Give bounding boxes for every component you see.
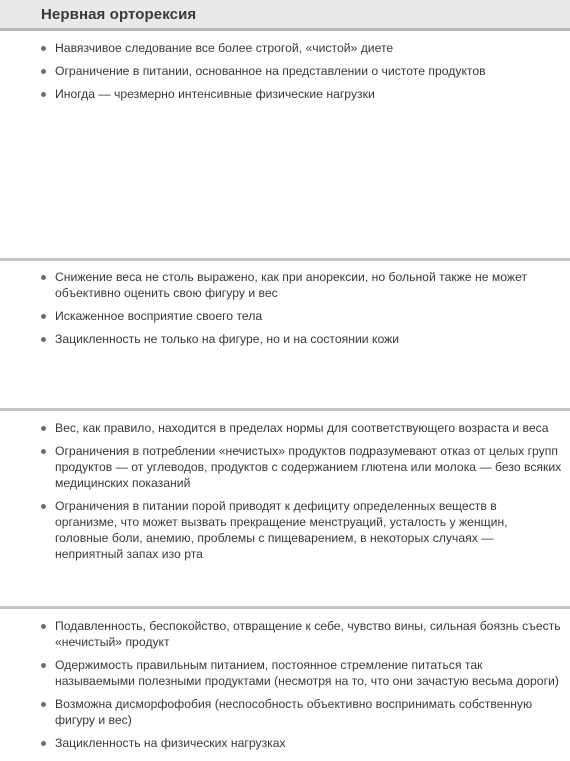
section-2 (0, 269, 570, 354)
list-item-text: Ограничения в потреблении «нечистых» продуктов подразумевают отказ от целых групп продуктов — от углеводов, продуктов с содержанием глютена или молока — безо всяких медицинских показаний (55, 444, 562, 490)
bullet-list (0, 420, 570, 562)
list-item-text: Искаженное восприятие своего тела (55, 309, 263, 323)
page-title: Нервная орторексия (41, 6, 197, 23)
list-item-text: Зацикленность на физических нагрузках (55, 736, 286, 750)
list-item (0, 443, 570, 491)
bullet-list (0, 269, 570, 347)
bullet-icon (41, 449, 46, 454)
bullet-icon (41, 46, 46, 51)
bullet-icon (41, 504, 46, 509)
list-item (0, 331, 570, 347)
list-item (0, 86, 570, 102)
list-item-text: Зацикленность не только на фигуре, но и на состоянии кожи (55, 332, 400, 346)
list-item-text: Навязчивое следование все более строгой, «чистой» диете (55, 41, 394, 55)
bullet-icon (41, 92, 46, 97)
bullet-icon (41, 426, 46, 431)
list-item (0, 420, 570, 436)
list-item (0, 696, 570, 728)
bullet-icon (41, 741, 46, 746)
list-item-text: Ограничения в питании порой приводят к дефициту определенных веществ в организме, что может вызвать прекращение менструаций, усталость у женщин, головные боли, анемию, проблемы с пищеварением, в некоторых случаях — неприятный запах изо рта (55, 499, 508, 561)
section-divider (0, 258, 570, 261)
page-header (0, 0, 570, 31)
bullet-icon (41, 69, 46, 74)
bullet-list (0, 618, 570, 751)
list-item-text: Иногда — чрезмерно интенсивные физические нагрузки (55, 87, 375, 101)
list-item-text: Возможна дисморфофобия (неспособность объективно воспринимать собственную фигуру и вес) (55, 697, 533, 727)
list-item-text: Снижение веса не столь выражено, как при анорексии, но больной также не может объективно оценить свою фигуру и вес (55, 270, 528, 300)
list-item (0, 63, 570, 79)
list-item (0, 308, 570, 324)
list-item (0, 498, 570, 562)
list-item (0, 657, 570, 689)
bullet-list (0, 40, 570, 102)
list-item-text: Одержимость правильным питанием, постоянное стремление питаться так называемыми полезными продуктами (несмотря на то, что они зачастую весьма дороги) (55, 658, 559, 688)
bullet-icon (41, 275, 46, 280)
bullet-icon (41, 663, 46, 668)
section-1 (0, 40, 570, 109)
list-item (0, 735, 570, 751)
section-divider (0, 408, 570, 411)
bullet-icon (41, 702, 46, 707)
list-item (0, 618, 570, 650)
list-item (0, 269, 570, 301)
list-item-text: Подавленность, беспокойство, отвращение к себе, чувство вины, сильная боязнь съесть «нечистый» продукт (55, 619, 561, 649)
bullet-icon (41, 337, 46, 342)
section-3 (0, 420, 570, 569)
list-item (0, 40, 570, 56)
bullet-icon (41, 314, 46, 319)
section-divider (0, 606, 570, 609)
bullet-icon (41, 624, 46, 629)
list-item-text: Вес, как правило, находится в пределах нормы для соответствующего возраста и веса (55, 421, 549, 435)
list-item-text: Ограничение в питании, основанное на представлении о чистоте продуктов (55, 64, 486, 78)
section-4 (0, 618, 570, 758)
